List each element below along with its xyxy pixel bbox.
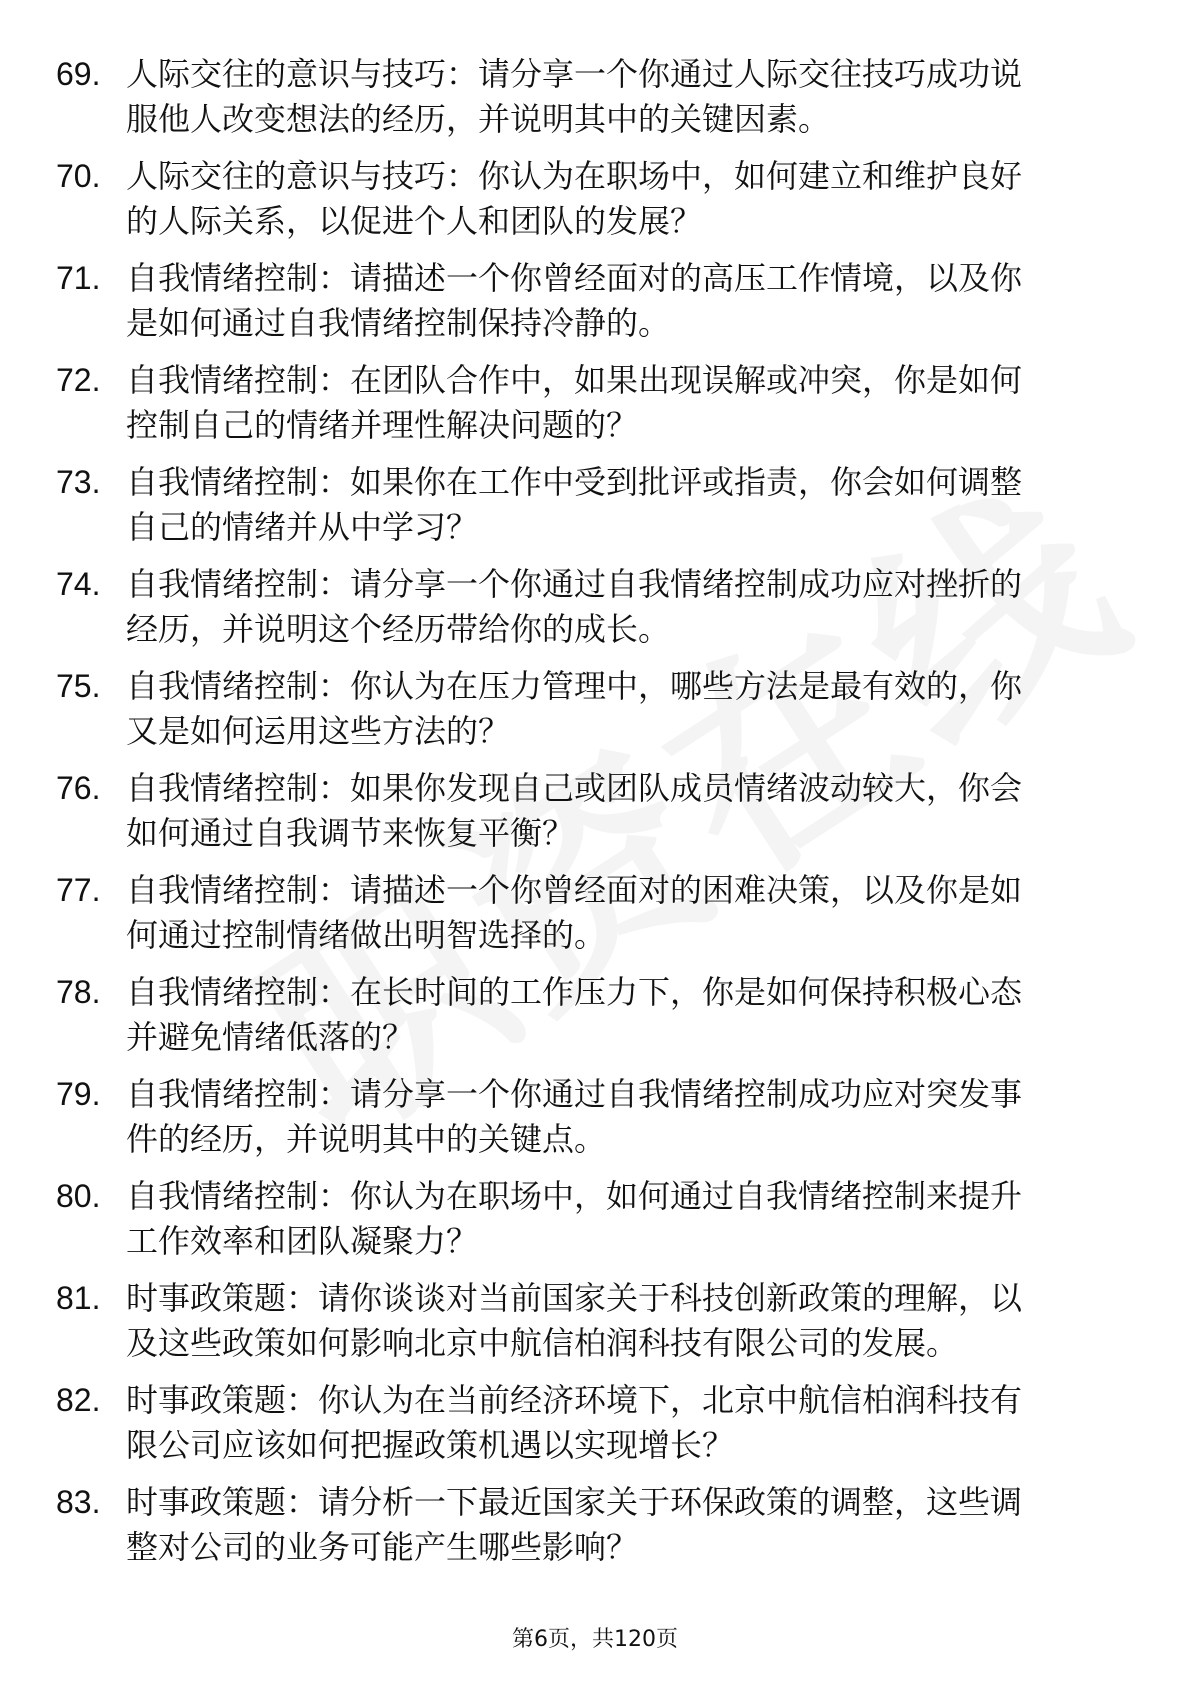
question-text: 自我情绪控制：你认为在压力管理中，哪些方法是最有效的，你 又是如何运用这些方法的？ xyxy=(126,667,1023,750)
question-number: 79. xyxy=(56,1076,101,1112)
question-text: 时事政策题：请分析一下最近国家关于环保政策的调整，这些调 整对公司的业务可能产生哪些影响？ xyxy=(126,1483,1023,1566)
question-text: 自我情绪控制：请分享一个你通过自我情绪控制成功应对突发事 件的经历，并说明其中的关键点。 xyxy=(126,1075,1023,1158)
question-item xyxy=(0,1378,1190,1480)
question-item xyxy=(0,766,1190,868)
question-number: 73. xyxy=(56,464,101,500)
question-text: 自我情绪控制：在长时间的工作压力下，你是如何保持积极心态 并避免情绪低落的？ xyxy=(126,973,1023,1056)
question-number: 83. xyxy=(56,1484,101,1520)
question-number: 69. xyxy=(56,56,101,92)
question-number: 72. xyxy=(56,362,101,398)
question-item xyxy=(0,664,1190,766)
question-text: 自我情绪控制：如果你发现自己或团队成员情绪波动较大，你会 如何通过自我调节来恢复平衡？ xyxy=(126,769,1023,852)
question-text: 自我情绪控制：请描述一个你曾经面对的高压工作情境，以及你 是如何通过自我情绪控制保持冷静的。 xyxy=(126,259,1023,342)
question-item xyxy=(0,562,1190,664)
question-text: 时事政策题：你认为在当前经济环境下，北京中航信柏润科技有 限公司应该如何把握政策机遇以实现增长？ xyxy=(126,1381,1023,1464)
question-number: 78. xyxy=(56,974,101,1010)
question-text: 时事政策题：请你谈谈对当前国家关于科技创新政策的理解，以 及这些政策如何影响北京中航信柏润科技有限公司的发展。 xyxy=(126,1279,1023,1362)
question-text: 人际交往的意识与技巧：请分享一个你通过人际交往技巧成功说 服他人改变想法的经历，并说明其中的关键因素。 xyxy=(126,55,1023,138)
question-number: 80. xyxy=(56,1178,101,1214)
question-text: 自我情绪控制：请分享一个你通过自我情绪控制成功应对挫折的 经历，并说明这个经历带给你的成长。 xyxy=(126,565,1023,648)
question-number: 70. xyxy=(56,158,101,194)
question-item xyxy=(0,154,1190,256)
question-number: 75. xyxy=(56,668,101,704)
question-text: 自我情绪控制：在团队合作中，如果出现误解或冲突，你是如何 控制自己的情绪并理性解决问题的？ xyxy=(126,361,1023,444)
question-item xyxy=(0,256,1190,358)
question-number: 77. xyxy=(56,872,101,908)
question-text: 自我情绪控制：请描述一个你曾经面对的困难决策，以及你是如 何通过控制情绪做出明智选择的。 xyxy=(126,871,1023,954)
question-number: 74. xyxy=(56,566,101,602)
page-footer: 第6页，共120页 xyxy=(512,1627,678,1652)
question-list xyxy=(0,52,1190,1582)
question-item xyxy=(0,1072,1190,1174)
question-number: 71. xyxy=(56,260,101,296)
question-item xyxy=(0,868,1190,970)
question-item xyxy=(0,1480,1190,1582)
question-item xyxy=(0,970,1190,1072)
question-number: 82. xyxy=(56,1382,101,1418)
question-item xyxy=(0,52,1190,154)
question-number: 76. xyxy=(56,770,101,806)
question-item xyxy=(0,1276,1190,1378)
question-item xyxy=(0,1174,1190,1276)
question-item xyxy=(0,460,1190,562)
question-item xyxy=(0,358,1190,460)
question-text: 自我情绪控制：你认为在职场中，如何通过自我情绪控制来提升 工作效率和团队凝聚力？ xyxy=(126,1177,1023,1260)
question-number: 81. xyxy=(56,1280,101,1316)
question-text: 自我情绪控制：如果你在工作中受到批评或指责，你会如何调整 自己的情绪并从中学习？ xyxy=(126,463,1023,546)
question-text: 人际交往的意识与技巧：你认为在职场中，如何建立和维护良好 的人际关系，以促进个人和团队的发展？ xyxy=(126,157,1023,240)
